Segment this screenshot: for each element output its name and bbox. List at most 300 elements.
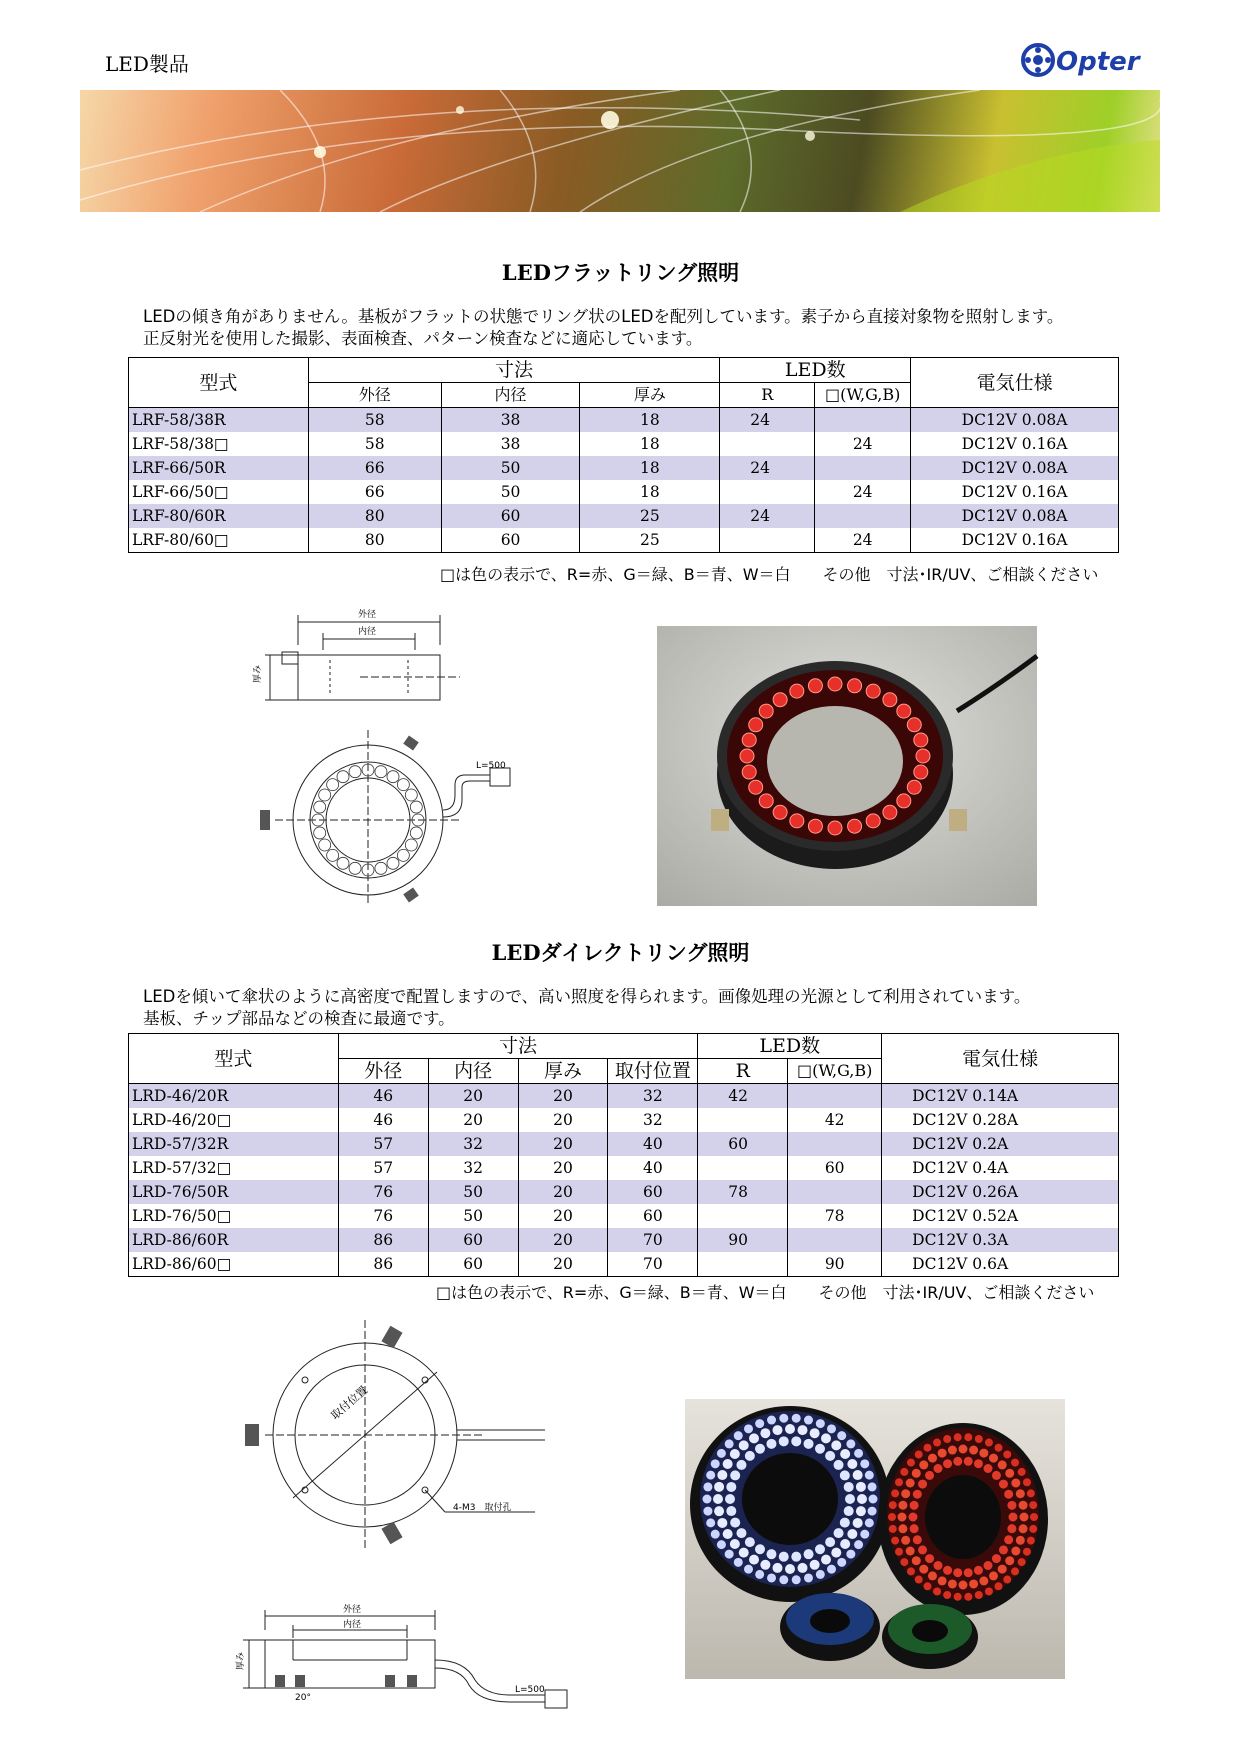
table-cell: 60 (428, 1252, 518, 1277)
led-dot (410, 801, 422, 813)
led-dot (840, 1470, 850, 1480)
led-dot (767, 1573, 776, 1582)
table-cell: 76 (338, 1204, 428, 1228)
led-dot (397, 779, 409, 791)
led-dot (779, 1414, 788, 1423)
table-cell: 25 (580, 528, 720, 553)
led-dot (804, 1573, 813, 1582)
led-dot (740, 749, 754, 763)
table-cell: 90 (788, 1252, 882, 1277)
led-dot (397, 849, 409, 861)
led-dot (995, 1582, 1003, 1590)
led-dot (889, 1501, 897, 1509)
col-led: LED数 (720, 358, 911, 383)
col-inner: 内径 (441, 383, 580, 408)
led-dot (924, 1444, 932, 1452)
direct-ring-drawing (235, 1320, 645, 1725)
led-dot (912, 1469, 921, 1478)
led-dot (868, 1507, 877, 1516)
table-cell: 32 (428, 1132, 518, 1156)
led-dot (898, 1501, 907, 1510)
led-dot (828, 821, 842, 835)
table-cell: 50 (441, 456, 580, 480)
led-dot (387, 771, 399, 783)
table-cell: 46 (338, 1108, 428, 1132)
led-dot (744, 1565, 753, 1574)
flat-desc-line: LEDの傾き角がありません。基板がフラットの状態でリング状のLEDを配列しています。素子から直接対象物を照射します。 (143, 307, 1064, 326)
led-dot (979, 1449, 988, 1458)
led-dot (1023, 1548, 1031, 1556)
led-dot (943, 1591, 951, 1599)
led-dot (785, 1424, 795, 1434)
led-dot (964, 1568, 973, 1577)
direct-ring-photo (685, 1399, 1065, 1679)
led-dot (798, 1425, 808, 1435)
col-outer: 外径 (308, 383, 441, 408)
led-dot (723, 1459, 733, 1469)
led-dot (925, 1471, 934, 1480)
led-dot (910, 1524, 919, 1533)
led-dot (745, 1451, 755, 1461)
led-dot (901, 1489, 910, 1498)
table-cell: LRD-76/50□ (129, 1204, 339, 1228)
led-dot (410, 827, 422, 839)
table-cell: 60 (698, 1132, 788, 1156)
led-dot (349, 862, 361, 874)
led-dot (840, 1449, 850, 1459)
led-dot (846, 1439, 855, 1448)
led-dot (865, 1471, 874, 1480)
led-dot (726, 1482, 736, 1492)
led-dot (943, 1435, 951, 1443)
led-dot (1018, 1468, 1026, 1476)
table-cell: 24 (815, 528, 911, 553)
flat-spec-table (128, 357, 1119, 553)
led-dot (998, 1565, 1007, 1574)
led-dot (933, 1439, 941, 1447)
led-dot (906, 1547, 915, 1556)
led-dot (759, 794, 773, 808)
led-dot (744, 1424, 753, 1433)
led-dot (736, 1460, 746, 1470)
table-cell: LRF-66/50□ (129, 480, 309, 504)
table-cell: 58 (308, 408, 441, 433)
led-dot (816, 1570, 825, 1579)
table-cell: 20 (518, 1084, 608, 1109)
led-dot (959, 1445, 968, 1454)
led-dot (860, 1530, 869, 1539)
table-cell: 78 (698, 1180, 788, 1204)
table-cell: 80 (308, 528, 441, 553)
table-cell: 50 (441, 480, 580, 504)
led-dot (405, 839, 417, 851)
led-dot (742, 765, 756, 779)
led-dot (883, 805, 897, 819)
table-cell: 20 (428, 1108, 518, 1132)
table-cell: DC12V 0.3A (882, 1228, 1119, 1252)
led-dot (846, 1550, 855, 1559)
table-row (129, 528, 1119, 553)
led-dot (999, 1480, 1008, 1489)
col-dims: 寸法 (308, 358, 719, 383)
led-dot (853, 1470, 863, 1480)
table-cell: DC12V 0.08A (911, 504, 1119, 528)
col-thick: 厚み (518, 1059, 608, 1084)
direct-description (143, 986, 1030, 1030)
table-cell: 20 (518, 1156, 608, 1180)
led-dot (943, 1459, 952, 1468)
table-cell: DC12V 0.4A (882, 1156, 1119, 1180)
led-dot (739, 1440, 749, 1450)
led-dot (919, 1460, 928, 1469)
led-dot (749, 780, 763, 794)
table-cell: DC12V 0.08A (911, 456, 1119, 480)
col-model: 型式 (129, 1034, 339, 1084)
table-cell: DC12V 0.26A (882, 1180, 1119, 1204)
led-dot (906, 1479, 915, 1488)
table-cell: 78 (788, 1204, 882, 1228)
table-cell: 60 (441, 528, 580, 553)
table-cell: 20 (518, 1132, 608, 1156)
led-dot (895, 1548, 903, 1556)
table-cell: 42 (698, 1084, 788, 1109)
led-dot (706, 1518, 715, 1527)
col-wgb: □(W,G,B) (788, 1059, 882, 1084)
table-cell (788, 1228, 882, 1252)
direct-section-title: LEDダイレクトリング照明 (491, 940, 750, 965)
led-dot (1009, 1513, 1018, 1522)
led-dot (953, 1457, 962, 1466)
led-dot (938, 1576, 947, 1585)
led-dot (717, 1470, 727, 1480)
led-dot (726, 1506, 736, 1516)
led-dot (725, 1439, 734, 1448)
led-dot (985, 1439, 993, 1447)
table-cell: 40 (608, 1156, 698, 1180)
led-dot (1007, 1501, 1016, 1510)
led-dot (815, 1444, 825, 1454)
table-cell: 46 (338, 1084, 428, 1109)
led-dot (831, 1440, 841, 1450)
led-dot (327, 779, 339, 791)
led-dot (900, 1558, 908, 1566)
table-cell: 60 (788, 1156, 882, 1180)
table-cell: 32 (608, 1084, 698, 1109)
led-dot (999, 1545, 1008, 1554)
led-dot (837, 1558, 846, 1567)
led-dot (848, 819, 862, 833)
opter-logo (1020, 42, 1140, 78)
led-dot (1020, 1513, 1029, 1522)
led-dot (730, 1449, 740, 1459)
led-dot (337, 857, 349, 869)
led-dot (808, 679, 822, 693)
led-dot (755, 1544, 765, 1554)
led-dot (934, 1561, 943, 1570)
led-dot (766, 1549, 776, 1559)
table-row (129, 1156, 1119, 1180)
led-dot (854, 1449, 863, 1458)
led-dot (1023, 1478, 1031, 1486)
led-dot (785, 1564, 795, 1574)
led-dot (1011, 1459, 1019, 1467)
table-cell: 18 (580, 480, 720, 504)
table-cell: LRF-66/50R (129, 456, 309, 480)
table-cell: DC12V 0.08A (911, 408, 1119, 433)
drawing-outer-label: 外径 (343, 1605, 362, 1615)
led-dot (798, 1563, 808, 1573)
table-cell: 38 (441, 432, 580, 456)
led-dot (901, 1536, 910, 1545)
led-dot (959, 1581, 968, 1590)
led-dot (1011, 1547, 1020, 1556)
table-cell (698, 1252, 788, 1277)
led-dot (749, 1555, 759, 1565)
table-row (129, 480, 1119, 504)
col-inner: 内径 (428, 1059, 518, 1084)
table-cell: 57 (338, 1132, 428, 1156)
led-dot (834, 1460, 844, 1470)
table-row (129, 1204, 1119, 1228)
table-cell: 42 (788, 1108, 882, 1132)
led-dot (734, 1431, 743, 1440)
table-cell: LRD-86/60R (129, 1228, 339, 1252)
led-dot (998, 1460, 1007, 1469)
led-dot (853, 1518, 863, 1528)
table-cell (720, 480, 815, 504)
led-dot (840, 1539, 850, 1549)
table-cell: 18 (580, 432, 720, 456)
led-dot (868, 1482, 877, 1491)
table-cell: LRF-58/38□ (129, 432, 309, 456)
led-dot (723, 1529, 733, 1539)
led-dot (928, 1454, 937, 1463)
led-dot (773, 805, 787, 819)
led-dot (1019, 1524, 1028, 1533)
table-cell: 20 (428, 1084, 518, 1109)
led-dot (989, 1571, 998, 1580)
led-dot (755, 1570, 764, 1579)
led-dot (918, 1545, 927, 1554)
col-model: 型式 (129, 358, 309, 408)
led-dot (898, 1524, 907, 1533)
table-cell: 60 (608, 1204, 698, 1228)
led-dot (759, 704, 773, 718)
table-cell: 80 (308, 504, 441, 528)
led-dot (1005, 1469, 1014, 1478)
col-dims: 寸法 (338, 1034, 698, 1059)
led-dot (1003, 1576, 1011, 1584)
col-led: LED数 (698, 1034, 882, 1059)
table-cell: 20 (518, 1228, 608, 1252)
table-cell: LRF-58/38R (129, 408, 309, 433)
led-dot (790, 684, 804, 698)
led-dot (821, 1433, 831, 1443)
table-cell: 66 (308, 480, 441, 504)
flat-ring-drawing (240, 605, 530, 915)
led-dot (1011, 1479, 1020, 1488)
table-cell: 50 (428, 1204, 518, 1228)
table-cell (788, 1132, 882, 1156)
table-cell: 20 (518, 1108, 608, 1132)
flat-ring-photo (657, 626, 1037, 906)
led-dot (969, 1579, 978, 1588)
flat-section-title: LEDフラットリング照明 (501, 260, 740, 285)
led-dot (810, 1428, 820, 1438)
led-dot (760, 1560, 770, 1570)
led-dot (845, 1494, 855, 1504)
led-dot (953, 1568, 962, 1577)
led-dot (975, 1435, 983, 1443)
led-dot (907, 1567, 915, 1575)
led-dot (992, 1554, 1001, 1563)
led-dot (866, 814, 880, 828)
table-cell: LRD-76/50R (129, 1180, 339, 1204)
led-dot (948, 1446, 957, 1455)
table-cell: 38 (441, 408, 580, 433)
led-dot (766, 1439, 776, 1449)
led-dot (804, 1549, 814, 1559)
led-dot (897, 794, 911, 808)
table-cell: 57 (338, 1156, 428, 1180)
led-dot (844, 1482, 854, 1492)
led-dot (907, 780, 921, 794)
led-dot (319, 839, 331, 851)
led-dot (928, 1571, 937, 1580)
led-dot (375, 766, 387, 778)
table-cell: 32 (608, 1108, 698, 1132)
table-cell: 70 (608, 1228, 698, 1252)
led-dot (760, 1428, 770, 1438)
led-dot (954, 1433, 962, 1441)
led-dot (907, 1459, 915, 1467)
table-row (129, 504, 1119, 528)
led-dot (856, 1482, 866, 1492)
led-dot (405, 789, 417, 801)
table-row (129, 1180, 1119, 1204)
led-dot (914, 765, 928, 779)
drawing-thick-label: 厚み (236, 1651, 246, 1670)
led-dot (755, 1419, 764, 1428)
led-dot (730, 1518, 740, 1528)
table-row (129, 1084, 1119, 1109)
led-dot (749, 718, 763, 732)
table-row (129, 1108, 1119, 1132)
led-dot (964, 1593, 972, 1601)
led-dot (856, 1506, 866, 1516)
table-cell (720, 432, 815, 456)
table-cell (698, 1156, 788, 1180)
table-cell: LRD-57/32R (129, 1132, 339, 1156)
table-cell (815, 408, 911, 433)
table-cell: 66 (308, 456, 441, 480)
table-cell: DC12V 0.2A (882, 1132, 1119, 1156)
led-dot (916, 749, 930, 763)
led-dot (827, 1565, 836, 1574)
led-dot (1030, 1513, 1038, 1521)
table-cell: LRD-57/32□ (129, 1156, 339, 1180)
header-label: LED製品 (105, 52, 189, 76)
led-dot (711, 1459, 720, 1468)
led-dot (913, 1490, 922, 1499)
table-cell: 40 (608, 1132, 698, 1156)
direct-desc-line: LEDを傾いて傘状のように高密度で配置しますので、高い照度を得られます。画像処理の光源として利用されています。 (143, 987, 1031, 1006)
led-dot (919, 1565, 928, 1574)
col-r: R (698, 1059, 788, 1084)
led-dot (948, 1579, 957, 1588)
table-cell: LRF-80/60□ (129, 528, 309, 553)
drawing-outer-label: 外径 (358, 610, 377, 620)
table-cell (815, 456, 911, 480)
header-banner (80, 90, 1160, 212)
led-dot (815, 1544, 825, 1554)
led-dot (1011, 1567, 1019, 1575)
led-dot (804, 1439, 814, 1449)
table-cell: 25 (580, 504, 720, 528)
drawing-cable-label: L=500 (476, 761, 506, 771)
led-dot (866, 684, 880, 698)
col-elec: 電気仕様 (911, 358, 1119, 408)
table-cell: LRF-80/60R (129, 504, 309, 528)
led-dot (767, 1416, 776, 1425)
table-cell: 20 (518, 1204, 608, 1228)
led-dot (913, 1535, 922, 1544)
led-dot (791, 1552, 801, 1562)
led-dot (717, 1518, 727, 1528)
direct-desc-line: 基板、チップ部品などの検査に最適です。 (143, 1009, 455, 1028)
led-dot (974, 1459, 983, 1468)
led-dot (791, 1436, 801, 1446)
led-dot (933, 1587, 941, 1595)
led-dot (810, 1560, 820, 1570)
led-dot (703, 1495, 712, 1504)
led-dot (387, 857, 399, 869)
table-cell: 76 (338, 1180, 428, 1204)
led-dot (907, 718, 921, 732)
led-dot (888, 1513, 896, 1521)
led-dot (834, 1528, 844, 1538)
led-dot (975, 1591, 983, 1599)
table-cell: 24 (720, 504, 815, 528)
led-dot (749, 1433, 759, 1443)
led-dot (985, 1587, 993, 1595)
led-dot (730, 1539, 740, 1549)
led-dot (848, 679, 862, 693)
led-dot (349, 766, 361, 778)
table-cell: 24 (815, 480, 911, 504)
table-cell: DC12V 0.28A (882, 1108, 1119, 1132)
led-dot (375, 862, 387, 874)
led-dot (1007, 1524, 1016, 1533)
led-dot (792, 1575, 801, 1584)
led-dot (828, 677, 842, 691)
led-dot (898, 1513, 907, 1522)
drawing-cable-label: L=500 (515, 1685, 545, 1695)
table-cell: 90 (698, 1228, 788, 1252)
led-dot (1003, 1450, 1011, 1458)
led-dot (314, 827, 326, 839)
led-dot (934, 1464, 943, 1473)
led-dot (915, 1450, 923, 1458)
led-dot (779, 1436, 789, 1446)
led-dot (910, 1501, 919, 1510)
table-cell: 86 (338, 1228, 428, 1252)
table-cell: 32 (428, 1156, 518, 1180)
led-dot (865, 1518, 874, 1527)
table-cell: DC12V 0.16A (911, 480, 1119, 504)
led-dot (714, 1506, 724, 1516)
led-dot (314, 801, 326, 813)
